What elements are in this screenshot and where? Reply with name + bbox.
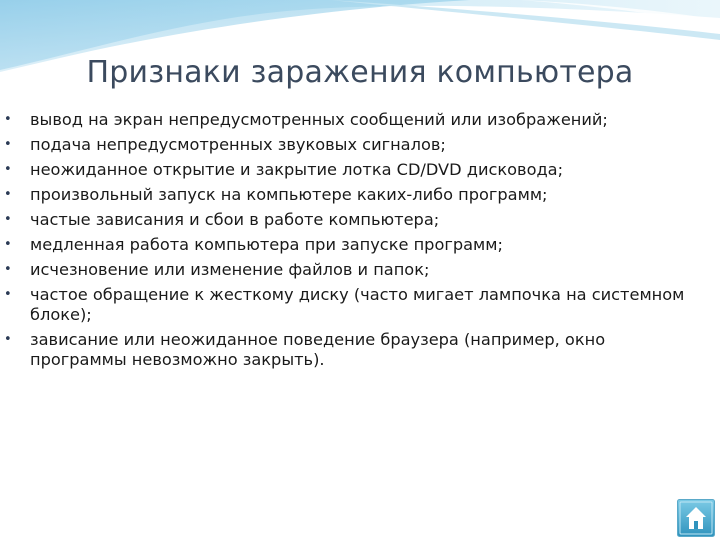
- bullet-text: зависание или неожиданное поведение браузера (например, окно программы невозможно закрыть).: [30, 330, 606, 369]
- bullet-dot: •: [4, 212, 12, 227]
- list-item: [4, 135, 704, 155]
- bullet-dot: •: [4, 137, 12, 152]
- bullet-dot: •: [4, 187, 12, 202]
- bullet-text: вывод на экран непредусмотренных сообщений или изображений;: [30, 110, 608, 129]
- bullet-dot: •: [4, 237, 12, 252]
- bullet-text: частые зависания и сбои в работе компьютера;: [30, 210, 440, 229]
- bullet-dot: •: [4, 332, 12, 347]
- list-item: [4, 110, 704, 130]
- bullet-text: частое обращение к жесткому диску (часто мигает лампочка на системном блоке);: [30, 285, 685, 324]
- home-button[interactable]: [677, 499, 715, 537]
- list-item: [4, 235, 704, 255]
- list-item: [4, 185, 704, 205]
- bullet-dot: •: [4, 287, 12, 302]
- bullet-text: подача непредусмотренных звуковых сигналов;: [30, 135, 446, 154]
- list-item: [4, 330, 704, 370]
- list-item: [4, 160, 704, 180]
- list-item: [4, 285, 704, 325]
- list-item: [4, 260, 704, 280]
- bullet-dot: •: [4, 162, 12, 177]
- list-item: [4, 210, 704, 230]
- bullet-dot: •: [4, 112, 12, 127]
- slide-title: Признаки заражения компьютера: [86, 55, 634, 90]
- bullet-text: исчезновение или изменение файлов и папок;: [30, 260, 430, 279]
- bullet-text: медленная работа компьютера при запуске программ;: [30, 235, 503, 254]
- bullet-list: [4, 110, 704, 375]
- bullet-text: произвольный запуск на компьютере каких-либо программ;: [30, 185, 548, 204]
- bullet-text: неожиданное открытие и закрытие лотка CD/DVD дисковода;: [30, 160, 564, 179]
- bullet-dot: •: [4, 262, 12, 277]
